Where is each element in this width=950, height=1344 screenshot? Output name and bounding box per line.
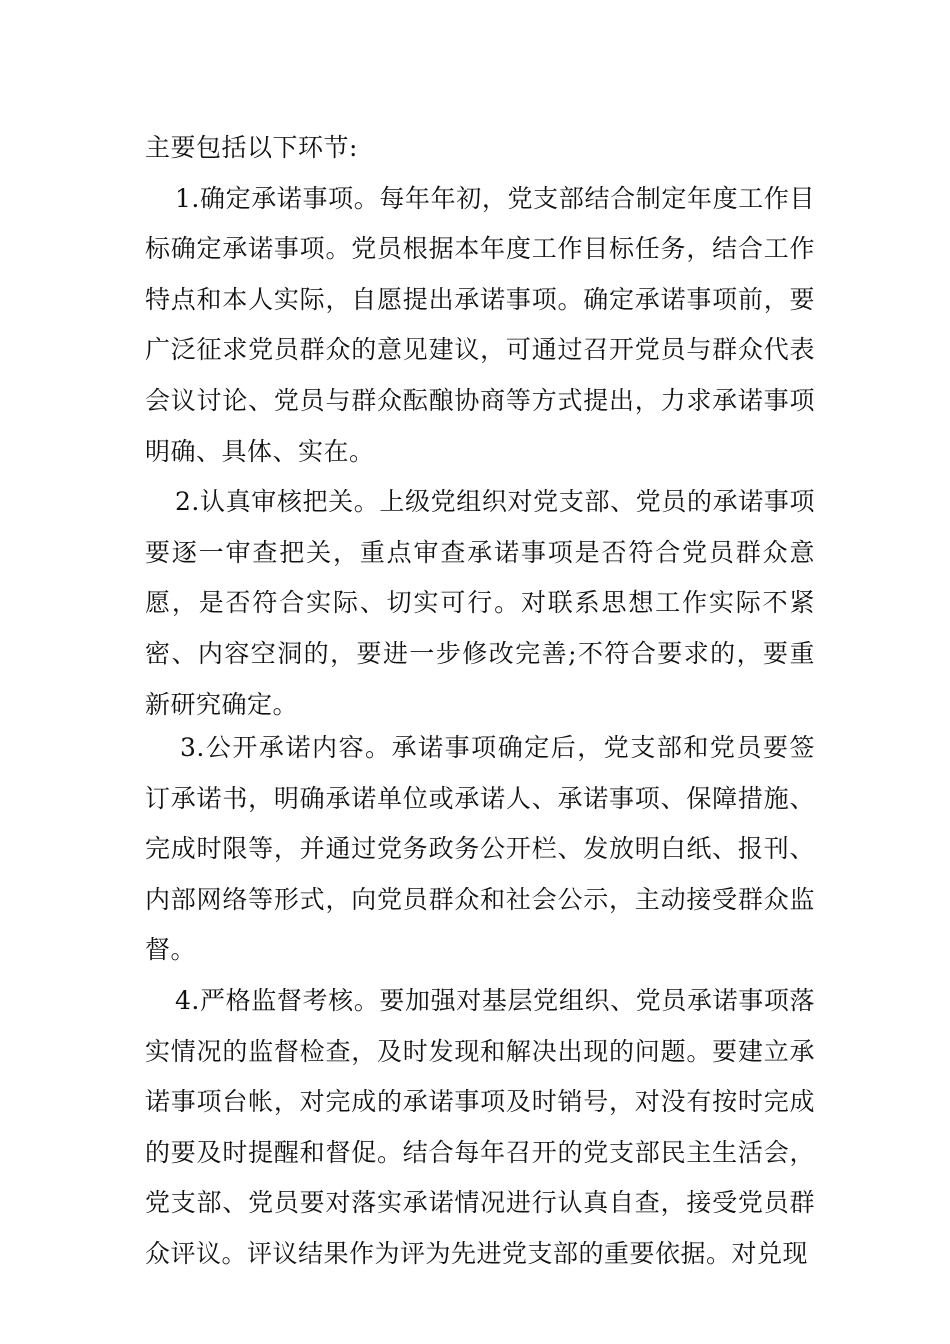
paragraph-1-confirm-commitments: 1.确定承诺事项。每年年初，党支部结合制定年度工作目标确定承诺事项。党员根据本年度工作目标任务，结合工作特点和本人实际，自愿提出承诺事项。确定承诺事项前，要广泛征求党员群众的意见建议，可通过召开党员与群众代表会议讨论、党员与群众酝酿协商等方式提出，力求承诺事项明确、具体、实在。 <box>145 183 815 466</box>
paragraph-4-supervise: 4.严格监督考核。要加强对基层党组织、党员承诺事项落实情况的监督检查，及时发现和解决出现的问题。要建立承诺事项台帐，对完成的承诺事项及时销号，对没有按时完成的要及时提醒和督促。结合每年召开的党支部民主生活会，党支部、党员要对落实承诺情况进行认真自查，接受党员群众评议。评议结果作为评为先进党支部的重要依据。对兑现 <box>145 985 815 1268</box>
paragraph-3-publish: 3.公开承诺内容。承诺事项确定后，党支部和党员要签订承诺书，明确承诺单位或承诺人、承诺事项、保障措施、完成时限等，并通过党务政务公开栏、发放明白纸、报刊、内部网络等形式，向党员群众和社会公示，主动接受群众监督。 <box>145 733 815 965</box>
text-block-top <box>145 123 815 730</box>
paragraph-2-review: 2.认真审核把关。上级党组织对党支部、党员的承诺事项要逐一审查把关，重点审查承诺事项是否符合党员群众意愿，是否符合实际、切实可行。对联系思想工作实际不紧密、内容空洞的，要进一步修改完善;不符合要求的，要重新研究确定。 <box>145 487 815 719</box>
intro-paragraph: 主要包括以下环节: <box>145 133 358 162</box>
text-block-bottom <box>145 723 815 1280</box>
